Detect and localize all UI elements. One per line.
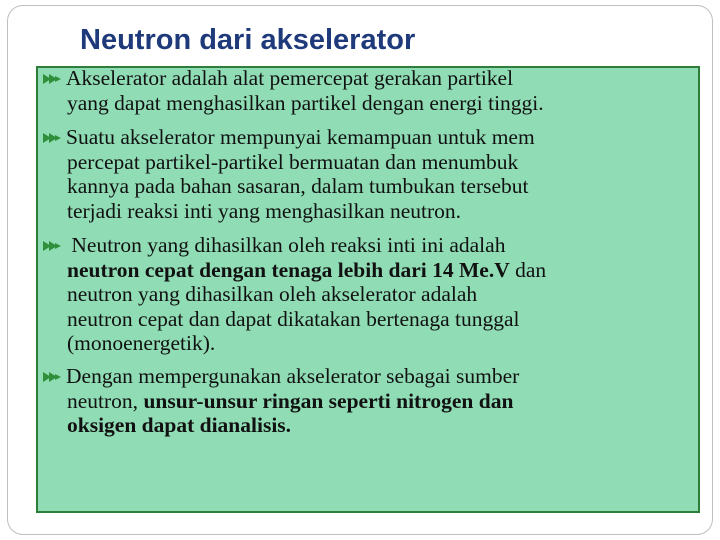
bullet-item xyxy=(38,233,702,356)
bullet-text: kannya pada bahan sasaran, dalam tumbukan tersebut xyxy=(67,174,529,198)
bullet-item xyxy=(38,66,702,115)
content-box xyxy=(36,66,700,513)
bullet-text: neutron cepat dan dapat dikatakan bertenaga tunggal xyxy=(67,306,520,331)
bullet-item xyxy=(38,125,702,223)
bullet-bold-text: oksigen dapat dianalisis. xyxy=(67,413,292,437)
bullet-text: yang dapat menghasilkan partikel dengan energi tinggi. xyxy=(67,90,544,115)
slide-title: Neutron dari akselerator xyxy=(80,24,416,56)
bullet-arrow-icon xyxy=(42,72,64,86)
bullet-item xyxy=(38,364,702,438)
bullet-arrow-icon xyxy=(42,131,64,145)
bullet-text: dan xyxy=(509,257,547,282)
bullet-text: Neutron yang dihasilkan oleh reaksi inti ini adalah xyxy=(66,233,506,257)
bullet-arrow-icon xyxy=(42,239,64,253)
bullet-bold-text: unsur-unsur ringan seperti nitrogen dan xyxy=(143,388,514,413)
bullet-bold-text: neutron cepat dengan tenaga lebih dari 14 Me.V xyxy=(67,257,510,282)
bullet-text: neutron, xyxy=(67,388,144,413)
bullet-text: Akselerator adalah alat pemercepat gerakan partikel xyxy=(66,66,514,90)
bullet-arrow-icon xyxy=(42,370,64,384)
bullet-text: (monoenergetik). xyxy=(67,331,216,355)
bullet-text: Suatu akselerator mempunyai kemampuan untuk mem xyxy=(66,125,535,149)
bullet-text: percepat partikel-partikel bermuatan dan menumbuk xyxy=(67,149,519,174)
bullet-text: neutron yang dihasilkan oleh akselerator adalah xyxy=(67,282,478,306)
bullet-text: Dengan mempergunakan akselerator sebagai sumber xyxy=(66,364,520,388)
bullet-text: terjadi reaksi inti yang menghasilkan neutron. xyxy=(67,198,462,223)
